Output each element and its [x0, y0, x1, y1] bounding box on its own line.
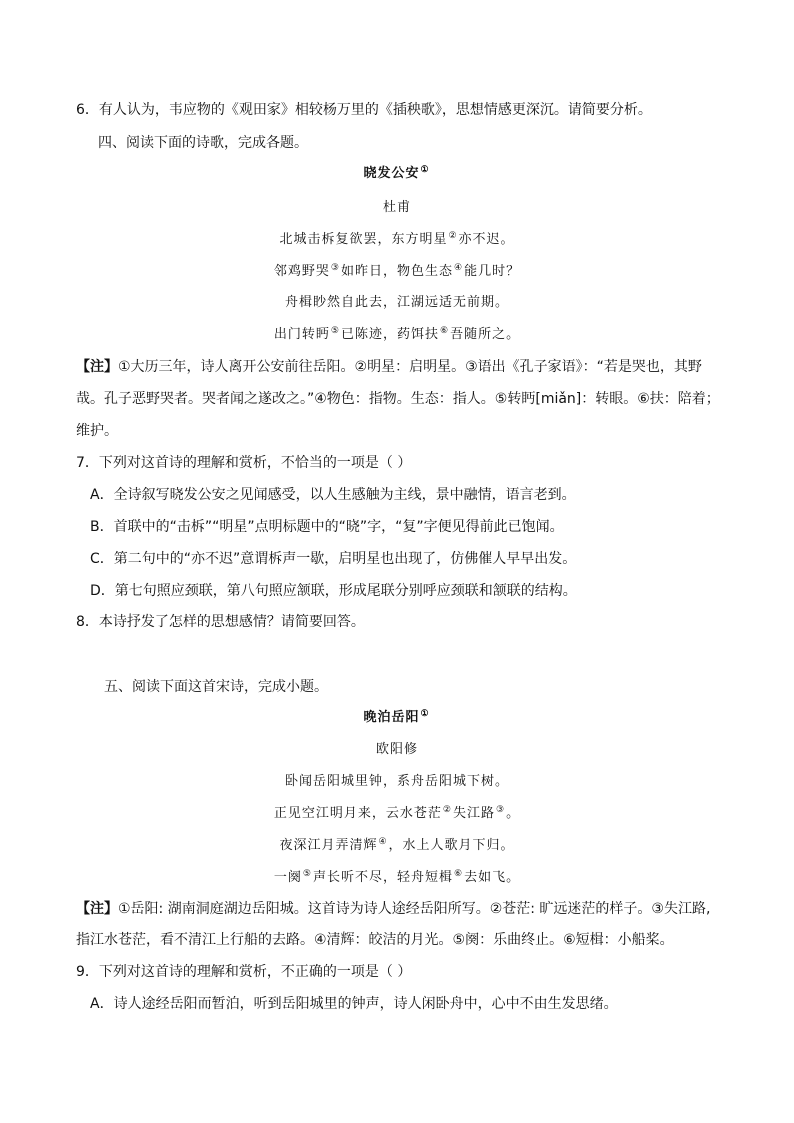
section-5-heading: 五、阅读下面这首宋诗，完成小题。: [104, 679, 328, 695]
poem-1-author: 杜甫: [382, 200, 411, 215]
question-9-stem: 9．下列对这首诗的理解和赏析，不正确的一项是（ ）: [76, 964, 412, 980]
poem-2-note: 【注】①岳阳: 湖南洞庭湖边岳阳城。这首诗为诗人途经岳阳所写。②苍茫: 旷远迷茫的样子。③失江路,: [76, 901, 711, 917]
poem-1-title: 晓发公安①: [363, 165, 430, 181]
poem-1-note: 维护。: [76, 423, 118, 439]
question-7-option-d: D．第七句照应颈联，第八句照应颔联，形成尾联分别呼应颈联和颔联的结构。: [90, 583, 577, 599]
poem-2-line: 夜深江月弄清辉④，水上人歌月下归。: [279, 837, 515, 853]
poem-2-author: 欧阳修: [375, 742, 418, 757]
poem-1-line: 北城击柝复欲罢，东方明星②亦不迟。: [279, 231, 515, 247]
poem-2-title: 晚泊岳阳①: [363, 709, 430, 725]
question-7-option-b: B．首联中的“击柝”“明星”点明标题中的“晓”字，“复”字便见得前此已饱闻。: [90, 519, 564, 535]
question-7-stem: 7．下列对这首诗的理解和赏析，不恰当的一项是（ ）: [76, 455, 412, 471]
poem-1-line: 邻鸡野哭③如昨日，物色生态④能几时？: [273, 263, 521, 279]
question-8: 8．本诗抒发了怎样的思想感情？请简要回答。: [76, 614, 365, 630]
section-4-heading: 四、阅读下面的诗歌，完成各题。: [98, 135, 308, 151]
poem-1-note: 哉。孔子恶野哭者。哭者闻之遂改之。”④物色：指物。生态：指人。⑤转眄[miǎn]：转眼。⑥扶：陪着；: [76, 391, 720, 407]
poem-1-line: 舟楫眇然自此去，江湖远适无前期。: [284, 295, 509, 310]
note-label: 【注】: [76, 359, 118, 375]
question-9-option-a: A．诗人途经岳阳而暂泊，听到岳阳城里的钟声，诗人闲卧舟中，心中不由生发思绪。: [90, 996, 618, 1012]
poem-2-line: 正见空江明月来，云水苍茫②失江路③。: [273, 805, 521, 821]
question-6: 6．有人认为，韦应物的《观田家》相较杨万里的《插秧歌》，思想情感更深沉。请简要分析。: [76, 102, 652, 118]
poem-2-line: 卧闻岳阳城里钟，系舟岳阳城下树。: [284, 774, 509, 789]
poem-2-line: 一阕⑤声长听不尽，轻舟短楫⑥去如飞。: [273, 869, 521, 885]
poem-1-line: 出门转眄⑤已陈迹，药饵扶⑥吾随所之。: [273, 326, 521, 342]
poem-2-note: 指江水苍茫，看不清江上行船的去路。④清辉：皎洁的月光。⑤阕：乐曲终止。⑥短楫：小船桨。: [76, 932, 674, 948]
question-7-option-a: A．全诗叙写晓发公安之见闻感受，以人生感触为主线，景中融情，语言老到。: [90, 487, 576, 503]
question-7-option-c: C．第二句中的“亦不迟”意谓柝声一歇，启明星也出现了，仿佛催人早早出发。: [90, 551, 577, 567]
note-label: 【注】: [76, 901, 118, 917]
poem-1-note: 【注】①大历三年，诗人离开公安前往岳阳。②明星：启明星。③语出《孔子家语》：“若是哭也，其野: [76, 359, 702, 375]
